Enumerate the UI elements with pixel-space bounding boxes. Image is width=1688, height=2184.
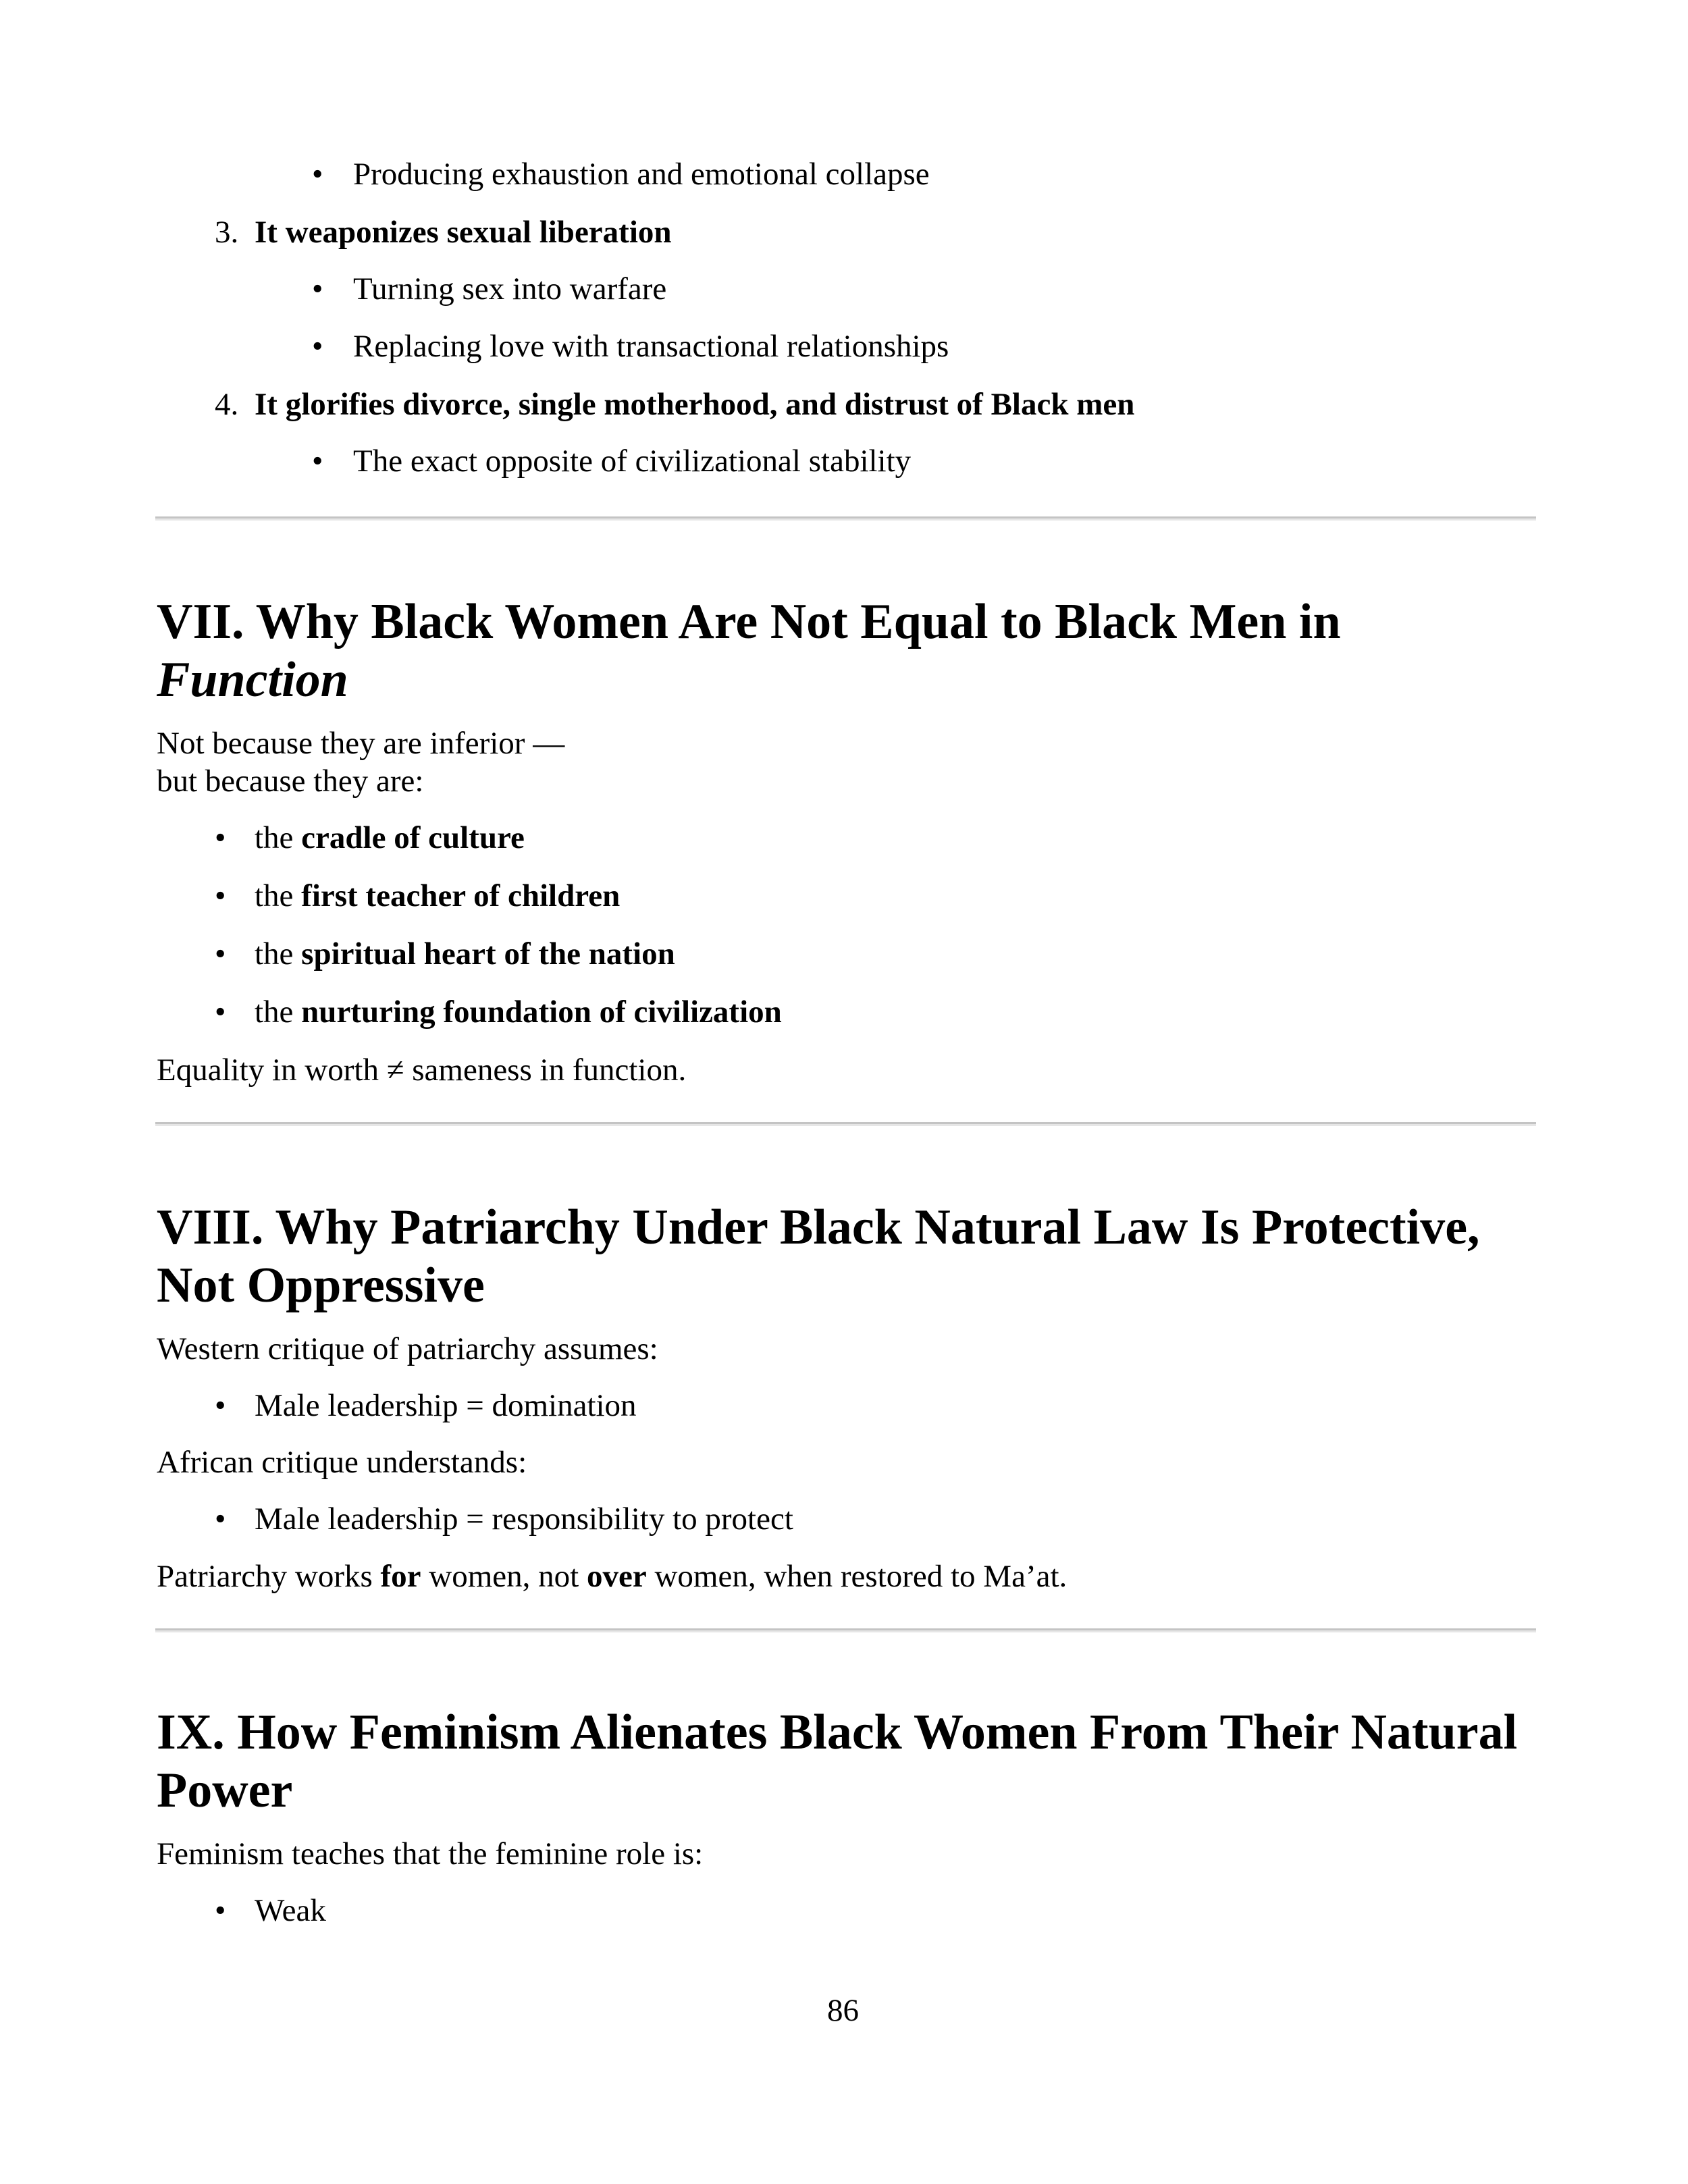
section-7-intro-line2: but because they are: bbox=[157, 764, 424, 799]
bullet-prefix: the bbox=[255, 820, 302, 855]
closing-text: women, not bbox=[421, 1559, 587, 1594]
section-7-bullet bbox=[255, 877, 620, 915]
list-item-opposite: The exact opposite of civilizational stability bbox=[353, 444, 912, 479]
list-item-4-title: It glorifies divorce, single motherhood, and distrust of Black men bbox=[255, 387, 1135, 422]
bullet-prefix: the bbox=[255, 936, 302, 971]
bullet-mark: • bbox=[215, 1501, 226, 1537]
bullet-mark: • bbox=[215, 1388, 226, 1423]
section-7-intro-line1: Not because they are inferior — bbox=[157, 726, 565, 761]
section-9-bullet: Weak bbox=[255, 1893, 326, 1928]
list-number-3: 3. bbox=[215, 215, 239, 250]
bullet-mark: • bbox=[215, 1893, 226, 1928]
list-item-sex-warfare: Turning sex into warfare bbox=[353, 271, 667, 307]
bullet-bold-text: cradle of culture bbox=[301, 820, 525, 855]
list-number-4: 4. bbox=[215, 387, 239, 422]
list-item-3-title: It weaponizes sexual liberation bbox=[255, 215, 672, 250]
section-7-bullet bbox=[255, 935, 675, 973]
section-9-heading-line1: IX. How Feminism Alienates Black Women From Their Natural bbox=[157, 1705, 1518, 1760]
bullet-bold-text: first teacher of children bbox=[301, 878, 621, 913]
page-number: 86 bbox=[827, 1993, 859, 2028]
section-8-closing bbox=[157, 1557, 1067, 1595]
section-8-african-intro: African critique understands: bbox=[157, 1445, 527, 1480]
section-8-western-bullet: Male leadership = domination bbox=[255, 1388, 637, 1423]
bullet-prefix: the bbox=[255, 878, 302, 913]
bullet-mark: • bbox=[215, 994, 226, 1030]
section-9-heading-line2: Power bbox=[157, 1763, 293, 1818]
bullet-mark: • bbox=[312, 444, 323, 479]
closing-bold: over bbox=[586, 1559, 647, 1594]
bullet-bold-text: nurturing foundation of civilization bbox=[301, 994, 782, 1030]
section-7-bullet bbox=[255, 993, 782, 1031]
section-8-heading-line1: VIII. Why Patriarchy Under Black Natural Law Is Protective, bbox=[157, 1200, 1480, 1255]
section-9-intro: Feminism teaches that the feminine role is: bbox=[157, 1836, 704, 1871]
bullet-mark: • bbox=[215, 878, 226, 913]
section-8-african-bullet: Male leadership = responsibility to protect bbox=[255, 1501, 793, 1537]
bullet-mark: • bbox=[312, 271, 323, 307]
bullet-mark: • bbox=[312, 157, 323, 192]
bullet-mark: • bbox=[215, 820, 226, 855]
section-divider bbox=[155, 1122, 1536, 1126]
bullet-mark: • bbox=[312, 329, 323, 364]
closing-text: Patriarchy works bbox=[157, 1559, 381, 1594]
bullet-prefix: the bbox=[255, 994, 302, 1030]
section-divider bbox=[155, 516, 1536, 521]
list-item-exhaustion: Producing exhaustion and emotional collapse bbox=[353, 157, 930, 192]
section-8-heading-line2: Not Oppressive bbox=[157, 1258, 485, 1313]
list-item-transactional: Replacing love with transactional relationships bbox=[353, 329, 949, 364]
section-7-bullet bbox=[255, 819, 525, 857]
closing-text: women, when restored to Ma’at. bbox=[646, 1559, 1067, 1594]
bullet-bold-text: spiritual heart of the nation bbox=[301, 936, 675, 971]
section-divider bbox=[155, 1628, 1536, 1632]
section-7-heading-line2: Function bbox=[157, 652, 348, 708]
section-7-heading-line1: VII. Why Black Women Are Not Equal to Black Men in bbox=[157, 594, 1341, 649]
section-8-western-intro: Western critique of patriarchy assumes: bbox=[157, 1331, 658, 1366]
bullet-mark: • bbox=[215, 936, 226, 971]
closing-bold: for bbox=[380, 1559, 421, 1594]
section-7-closing: Equality in worth ≠ sameness in function. bbox=[157, 1053, 687, 1088]
